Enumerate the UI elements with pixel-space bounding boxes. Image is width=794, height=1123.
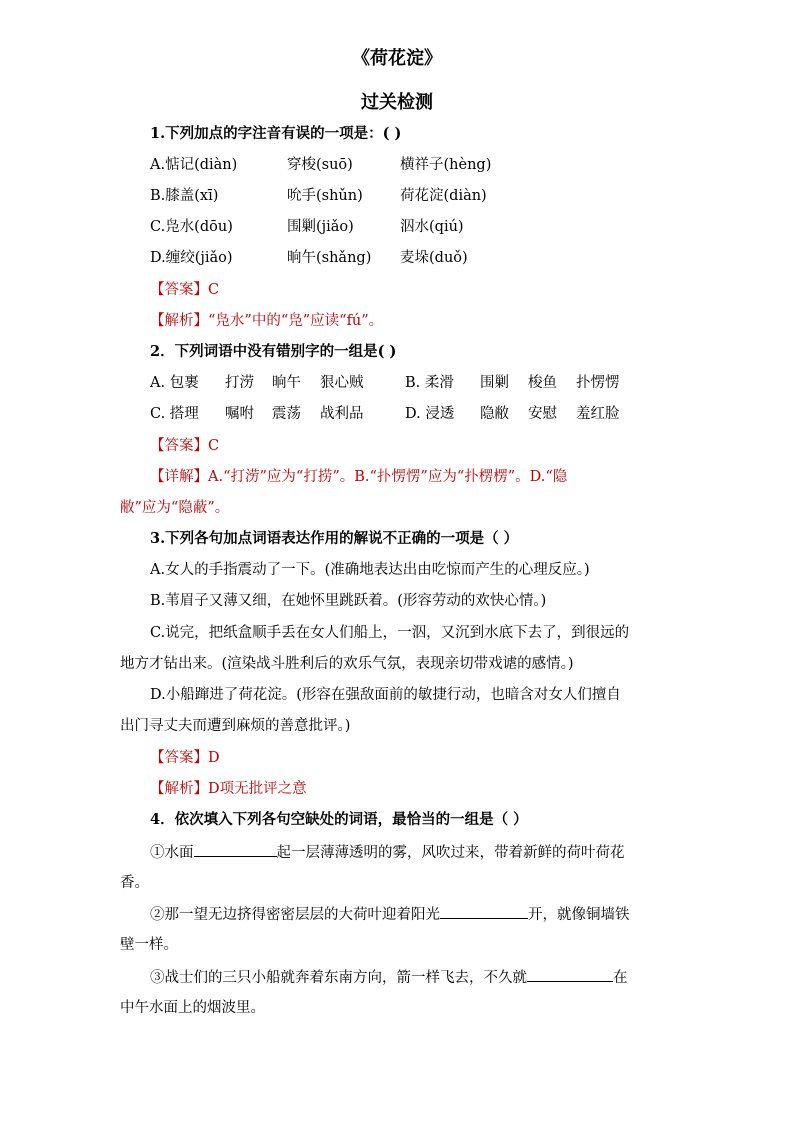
q3-answer — [150, 748, 220, 768]
q2-option-a-4: 狠心贼 — [320, 375, 364, 391]
explanation-label: 【解析】 — [150, 781, 208, 797]
q2-option-a-1: A. 包裹 — [150, 375, 199, 391]
q2-option-a-3: 晌午 — [272, 375, 301, 391]
explanation-text: D项无批评之意 — [208, 781, 307, 797]
q1-stem: 1.下列加点的字注音有误的一项是：( ) — [150, 125, 402, 142]
q2-option-b-3: 梭鱼 — [528, 375, 557, 391]
explanation-text: “凫水”中的“凫”应读“fú”。 — [208, 313, 384, 329]
q3-option-b: B.苇眉子又薄又细，在她怀里跳跃着。(形容劳动的欢快心情。) — [150, 593, 547, 609]
answer-label: 【答案】 — [150, 750, 208, 766]
q2-option-c-4: 战利品 — [320, 406, 364, 422]
q4-sentence-2 — [150, 904, 630, 925]
sentence-text: 起一层薄薄透明的雾，风吹过来，带着新鲜的荷叶荷花 — [276, 845, 625, 861]
q3-option-d-line-1: D.小船蹿进了荷花淀。(形容在强敌面前的敏捷行动，也暗含对女人们擅自 — [150, 687, 621, 703]
q1-explanation — [150, 311, 383, 331]
q2-option-c-2: 嘱咐 — [225, 406, 254, 422]
fill-blank-2[interactable] — [440, 904, 528, 919]
q2-option-d-3: 安慰 — [528, 406, 557, 422]
q2-option-a-2: 打涝 — [225, 375, 254, 391]
q4-stem: 4．依次填入下列各句空缺处的词语，最恰当的一组是（ ） — [150, 811, 528, 828]
q2-option-c-1: C. 搭理 — [150, 406, 199, 422]
explanation-text-line-1: A.“打涝”应为“打捞”。B.“扑愣愣”应为“扑楞楞”。D.“隐 — [208, 469, 568, 485]
q1-answer — [150, 280, 219, 300]
q4-sentence-3 — [150, 967, 628, 988]
q2-explanation-line-2: 敝”应为“隐蔽”。 — [120, 500, 230, 516]
sentence-text: ①水面 — [150, 845, 194, 861]
sentence-text: 在 — [613, 970, 628, 986]
q4-sentence-3-cont: 中午水面上的烟波里。 — [120, 1000, 265, 1016]
q2-explanation — [150, 467, 567, 487]
q2-option-d-4: 羞红脸 — [576, 406, 620, 422]
q4-sentence-2-cont: 壁一样。 — [120, 937, 178, 953]
q3-option-c-line-2: 地方才钻出来。(渲染战斗胜利后的欢乐气氛，表现亲切带戏谑的感情。) — [120, 656, 574, 672]
q1-option-a-2: 穿梭(suō) — [287, 157, 353, 173]
document-title: 《荷花淀》 — [352, 48, 442, 69]
q4-sentence-1 — [150, 842, 625, 863]
fill-blank-3[interactable] — [527, 967, 613, 982]
q2-answer — [150, 436, 219, 456]
q1-option-b-1: B.膝盖(xī) — [150, 188, 219, 204]
q1-option-b-3: 荷花淀(diàn) — [400, 188, 487, 204]
q2-option-d-2: 隐敝 — [480, 406, 509, 422]
q3-stem: 3.下列各句加点词语表达作用的解说不正确的一项是（ ） — [150, 530, 519, 547]
q2-option-c-3: 震荡 — [272, 406, 301, 422]
answer-label: 【答案】 — [150, 438, 208, 454]
q2-option-d-1: D. 浸透 — [405, 406, 455, 422]
answer-label: 【答案】 — [150, 282, 208, 298]
q1-option-d-1: D.缠绞(jiǎo) — [150, 250, 233, 266]
document-subtitle: 过关检测 — [361, 92, 433, 113]
q3-option-a: A.女人的手指震动了一下。(准确地表达出由吃惊而产生的心理反应。) — [150, 562, 590, 578]
q3-option-c-line-1: C.说完，把纸盒顺手丢在女人们船上，一泅，又沉到水底下去了，到很远的 — [150, 625, 630, 641]
answer-value: C — [208, 282, 220, 298]
fill-blank-1[interactable] — [194, 842, 277, 857]
q2-option-b-2: 围剿 — [480, 375, 509, 391]
q1-option-d-3: 麦垛(duǒ) — [400, 250, 468, 266]
sentence-text: ③战士们的三只小船就奔着东南方向，箭一样飞去，不久就 — [150, 970, 527, 986]
q1-option-a-1: A.惦记(diàn) — [150, 157, 238, 173]
q2-option-b-1: B. 柔滑 — [405, 375, 454, 391]
answer-value: C — [208, 438, 220, 454]
q1-option-a-3: 横祥子(hèng) — [400, 157, 492, 173]
sentence-text: ②那一望无边挤得密密层层的大荷叶迎着阳光 — [150, 907, 440, 923]
q3-explanation — [150, 779, 307, 799]
explanation-label: 【详解】 — [150, 469, 208, 485]
q1-option-d-2: 晌午(shǎng) — [287, 250, 372, 266]
q2-stem: 2．下列词语中没有错别字的一组是( ) — [150, 343, 397, 360]
q1-option-c-1: C.凫水(dōu) — [150, 219, 233, 235]
q4-sentence-1-cont: 香。 — [120, 875, 149, 891]
q3-option-d-line-2: 出门寻丈夫而遭到麻烦的善意批评。) — [120, 718, 351, 734]
sentence-text: 开，就像铜墙铁 — [528, 907, 630, 923]
q2-option-b-4: 扑愣愣 — [576, 375, 620, 391]
explanation-label: 【解析】 — [150, 313, 208, 329]
answer-value: D — [208, 750, 220, 766]
q1-option-c-2: 围剿(jiǎo) — [287, 219, 354, 235]
q1-option-c-3: 泅水(qiú) — [400, 219, 464, 235]
q1-option-b-2: 吮手(shǔn) — [287, 188, 363, 204]
